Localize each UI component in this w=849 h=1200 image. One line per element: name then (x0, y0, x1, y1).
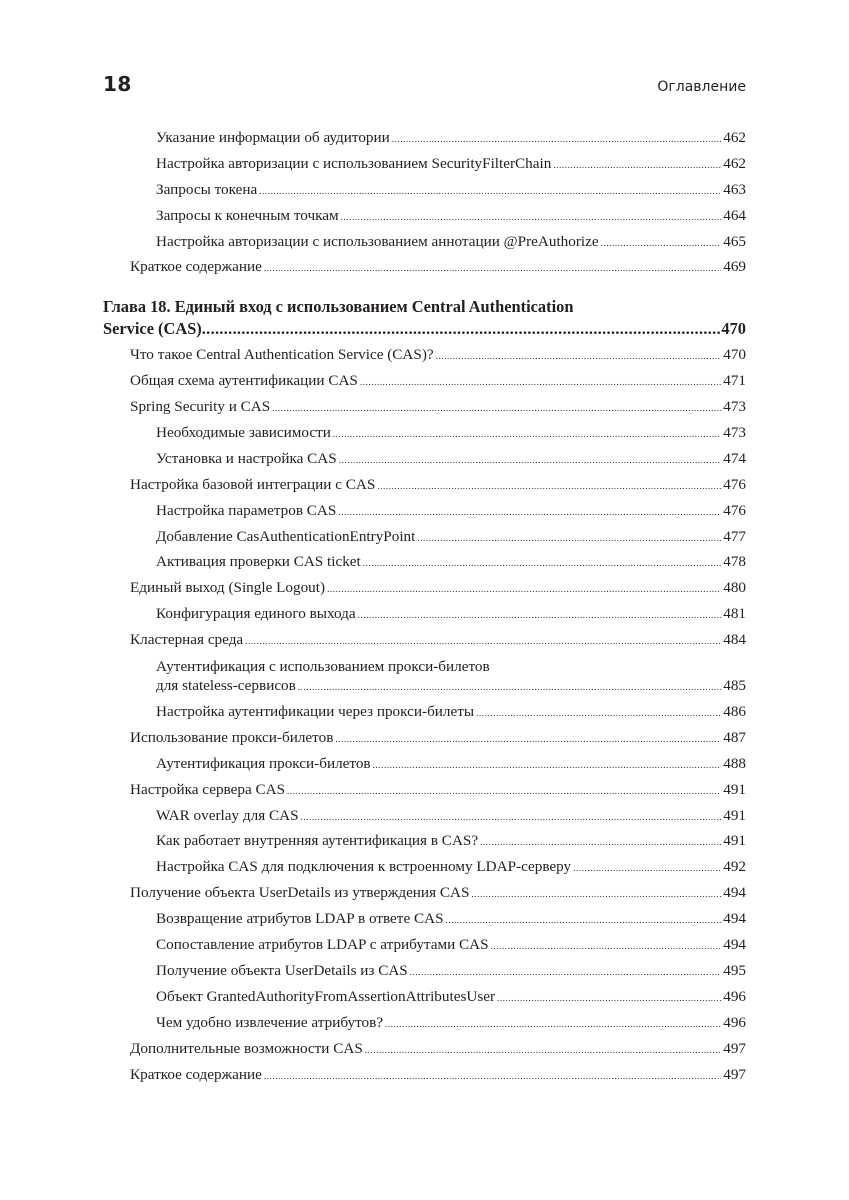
toc-entry[interactable] (103, 657, 746, 703)
dot-leader (333, 429, 721, 439)
toc-entry-title: Аутентификация прокси-билетов (156, 754, 371, 772)
toc-entry-page: 474 (723, 449, 746, 467)
toc-entry[interactable] (103, 450, 746, 476)
toc-entry-page: 492 (723, 858, 746, 876)
toc-entry-title: Сопоставление атрибутов LDAP с атрибутами CAS (156, 936, 489, 954)
dot-leader (471, 889, 721, 899)
toc-entry[interactable] (103, 755, 746, 781)
toc-entry-title: Единый выход (Single Logout) (130, 579, 326, 597)
dot-leader (202, 321, 722, 339)
toc-entry-page: 473 (723, 424, 746, 442)
toc-entry-title: Запросы к конечным точкам (156, 206, 339, 224)
toc-entry[interactable] (103, 579, 746, 605)
toc-entry-page: 487 (723, 728, 746, 746)
chapter-title-line1: Глава 18. Единый вход с использованием Central Authentication (103, 297, 574, 317)
dot-leader (601, 238, 722, 248)
dot-leader (365, 1045, 721, 1055)
toc-entry-title: Краткое содержание (130, 1065, 262, 1083)
toc-entry-page: 470 (723, 346, 746, 364)
toc-entry[interactable] (103, 936, 746, 962)
toc-entry-title: WAR overlay для CAS (156, 806, 299, 824)
dot-leader (259, 186, 721, 196)
toc-entry-title: Настройка CAS для подключения к встроенному LDAP-серверу (156, 858, 572, 876)
toc-entry[interactable] (103, 1014, 746, 1040)
dot-leader (373, 760, 722, 770)
toc-entry-title: Как работает внутренняя аутентификация в CAS? (156, 832, 479, 850)
dot-leader (436, 351, 722, 361)
toc-entry-page: 480 (723, 579, 746, 597)
toc-entry-title: для stateless-сервисов (156, 677, 296, 695)
toc-entry-page: 485 (723, 677, 746, 695)
dot-leader (497, 993, 721, 1003)
dot-leader (480, 837, 721, 847)
toc-entry-title: Получение объекта UserDetails из CAS (156, 961, 408, 979)
toc-entry[interactable] (103, 988, 746, 1014)
toc-entry[interactable] (103, 962, 746, 988)
dot-leader (264, 263, 721, 273)
dot-leader (417, 533, 721, 543)
toc-entry-page: 486 (723, 703, 746, 721)
toc-entry-page: 469 (723, 258, 746, 276)
dot-leader (298, 682, 721, 692)
toc-entry-title: Настройка авторизации с использованием аннотации @PreAuthorize (156, 232, 599, 250)
toc-entry-page: 495 (723, 961, 746, 979)
toc-entry[interactable] (103, 1040, 746, 1066)
toc-entry[interactable] (103, 553, 746, 579)
toc-entry[interactable] (103, 424, 746, 450)
toc-entry-page: 465 (723, 232, 746, 250)
toc-entry-page: 473 (723, 398, 746, 416)
toc-entry[interactable] (103, 884, 746, 910)
chapter-heading[interactable] (103, 297, 746, 346)
dot-leader (491, 941, 722, 951)
toc-entry-title-line1: Аутентификация с использованием прокси-билетов (156, 658, 490, 676)
toc-entry-title: Настройка аутентификации через прокси-билеты (156, 703, 475, 721)
toc-entry-title: Использование прокси-билетов (130, 728, 334, 746)
toc-entry-title: Что такое Central Authentication Service (CAS)? (130, 346, 434, 364)
toc-entry-title: Объект GrantedAuthorityFromAssertionAttributesUser (156, 987, 496, 1005)
dot-leader (341, 212, 722, 222)
toc-entry-page: 491 (723, 780, 746, 798)
toc-entry-title: Чем удобно извлечение атрибутов? (156, 1013, 384, 1031)
dot-leader (446, 915, 722, 925)
toc-entry-page: 491 (723, 806, 746, 824)
toc-entry[interactable] (103, 832, 746, 858)
toc-entry[interactable] (103, 129, 746, 155)
dot-leader (377, 481, 721, 491)
toc-entry-page: 462 (723, 154, 746, 172)
toc-entry-page: 484 (723, 631, 746, 649)
toc-entry[interactable] (103, 372, 746, 398)
dot-leader (301, 812, 722, 822)
toc-entry-page: 494 (723, 936, 746, 954)
toc-entry-title: Указание информации об аудитории (156, 129, 390, 146)
toc-entry-title: Конфигурация единого выхода (156, 605, 356, 623)
toc-entry[interactable] (103, 631, 746, 657)
dot-leader (339, 455, 722, 465)
dot-leader (272, 403, 721, 413)
toc-entry[interactable] (103, 181, 746, 207)
dot-leader (476, 708, 721, 718)
toc-entry-page: 478 (723, 553, 746, 571)
toc-entry-title: Дополнительные возможности CAS (130, 1039, 363, 1057)
chapter-page: 470 (721, 319, 746, 339)
toc-entry[interactable] (103, 729, 746, 755)
page-number: 18 (103, 72, 132, 96)
toc-entry-page: 477 (723, 527, 746, 545)
dot-leader (338, 507, 721, 517)
toc-entry[interactable] (103, 781, 746, 807)
dot-leader (385, 1019, 721, 1029)
toc-entry-title: Краткое содержание (130, 258, 262, 276)
toc-entry-title: Возвращение атрибутов LDAP в ответе CAS (156, 910, 444, 928)
dot-leader (410, 967, 721, 977)
toc-entry[interactable] (103, 528, 746, 554)
dot-leader (573, 863, 721, 873)
dot-leader (264, 1071, 721, 1081)
toc-entry[interactable] (103, 398, 746, 424)
toc-entry-page: 476 (723, 475, 746, 493)
toc-entry-page: 494 (723, 910, 746, 928)
toc-entry-page: 496 (723, 1013, 746, 1031)
dot-leader (553, 160, 721, 170)
toc-entry-page: 496 (723, 987, 746, 1005)
toc-entry[interactable] (103, 858, 746, 884)
toc-entry-title: Получение объекта UserDetails из утверждения CAS (130, 884, 470, 902)
toc-entry[interactable] (103, 605, 746, 631)
toc-entry-title: Настройка параметров CAS (156, 501, 337, 519)
toc-entry[interactable] (103, 807, 746, 833)
table-of-contents (103, 129, 746, 1091)
toc-entry-page: 491 (723, 832, 746, 850)
toc-entry-title: Установка и настройка CAS (156, 449, 337, 467)
chapter-title-line2: Service (CAS) (103, 319, 202, 339)
toc-entry[interactable] (103, 258, 746, 284)
toc-entry[interactable] (103, 476, 746, 502)
toc-entry-page: 481 (723, 605, 746, 623)
toc-entry[interactable] (103, 1066, 746, 1092)
toc-entry-title: Запросы токена (156, 180, 258, 198)
dot-leader (327, 584, 721, 594)
dot-leader (392, 134, 721, 144)
toc-entry[interactable] (103, 502, 746, 528)
toc-entry[interactable] (103, 155, 746, 181)
toc-entry-page: 462 (723, 129, 746, 146)
toc-entry-page: 463 (723, 180, 746, 198)
toc-entry[interactable] (103, 207, 746, 233)
toc-entry-page: 494 (723, 884, 746, 902)
toc-entry[interactable] (103, 346, 746, 372)
running-head: Оглавление (657, 79, 746, 95)
toc-entry-page: 488 (723, 754, 746, 772)
toc-entry-title: Spring Security и CAS (130, 398, 271, 416)
toc-entry-title: Добавление CasAuthenticationEntryPoint (156, 527, 416, 545)
toc-entry-page: 471 (723, 372, 746, 390)
toc-entry-page: 497 (723, 1065, 746, 1083)
toc-entry-title: Настройка базовой интеграции с CAS (130, 475, 376, 493)
toc-entry-page: 497 (723, 1039, 746, 1057)
toc-entry-page: 476 (723, 501, 746, 519)
dot-leader (335, 734, 721, 744)
toc-entry-title: Кластерная среда (130, 631, 244, 649)
dot-leader (358, 610, 722, 620)
toc-entry-title: Активация проверки CAS ticket (156, 553, 361, 571)
toc-entry-title: Необходимые зависимости (156, 424, 331, 442)
dot-leader (360, 377, 721, 387)
toc-entry-title: Настройка сервера CAS (130, 780, 286, 798)
dot-leader (245, 636, 721, 646)
toc-entry-page: 464 (723, 206, 746, 224)
toc-entry[interactable] (103, 703, 746, 729)
toc-entry[interactable] (103, 233, 746, 259)
dot-leader (363, 558, 721, 568)
toc-entry-title: Настройка авторизации с использованием SecurityFilterChain (156, 154, 552, 172)
dot-leader (287, 786, 721, 796)
toc-entry[interactable] (103, 910, 746, 936)
toc-entry-title: Общая схема аутентификации CAS (130, 372, 358, 390)
